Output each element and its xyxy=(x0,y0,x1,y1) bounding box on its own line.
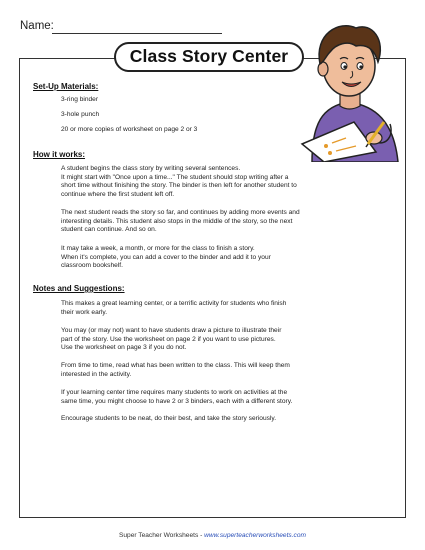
notes-heading: Notes and Suggestions: xyxy=(33,284,125,293)
footer-url-link[interactable]: www.superteacherworksheets.com xyxy=(204,532,307,539)
setup-item: 3-ring binder xyxy=(61,96,99,103)
footer-brand: Super Teacher Worksheets - xyxy=(118,532,205,539)
how-paragraph-1: A student begins the class story by writing several sentences. It might start with "Once upon a time..." The student should stop writing after a short time without finishing the story. The binder is then left for another student to continue where the first student left off. xyxy=(61,165,297,198)
boy-writing-illustration xyxy=(294,14,404,162)
setup-item: 3-hole punch xyxy=(61,111,100,118)
setup-heading: Set-Up Materials: xyxy=(33,82,99,91)
setup-item: 20 or more copies of worksheet on page 2 or 3 xyxy=(61,126,198,133)
page-title: Class Story Center xyxy=(114,42,304,72)
notes-paragraph-5: Encourage students to be neat, do their best, and take the story seriously. xyxy=(61,415,277,422)
notes-paragraph-1: This makes a great learning center, or a terrific activity for students who finish their work early. xyxy=(61,300,287,316)
notes-paragraph-4: If your learning center time requires many students to work on activities at the same time, you might choose to have 2 or 3 binders, each with a different story. xyxy=(61,389,293,405)
how-paragraph-2: The next student reads the story so far, and continues by adding more events and interesting details. This student also stops in the middle of the story, so the next student can continue. And so on. xyxy=(61,209,300,234)
footer xyxy=(0,532,425,539)
notes-paragraph-3: From time to time, read what has been written to the class. This will keep them interested in the activity. xyxy=(61,362,290,378)
name-label: Name: xyxy=(20,20,54,32)
notes-paragraph-2: You may (or may not) want to have students draw a picture to illustrate their part of the story. Use the worksheet on page 2 if you want to use pictures. Use the worksheet on page 3 if you do not. xyxy=(61,327,282,352)
name-line xyxy=(52,33,222,34)
how-heading: How it works: xyxy=(33,150,86,159)
how-paragraph-3: It may take a week, a month, or more for the class to finish a story. When it's complete, you can add a cover to the binder and add it to your classroom bookshelf. xyxy=(61,245,271,270)
